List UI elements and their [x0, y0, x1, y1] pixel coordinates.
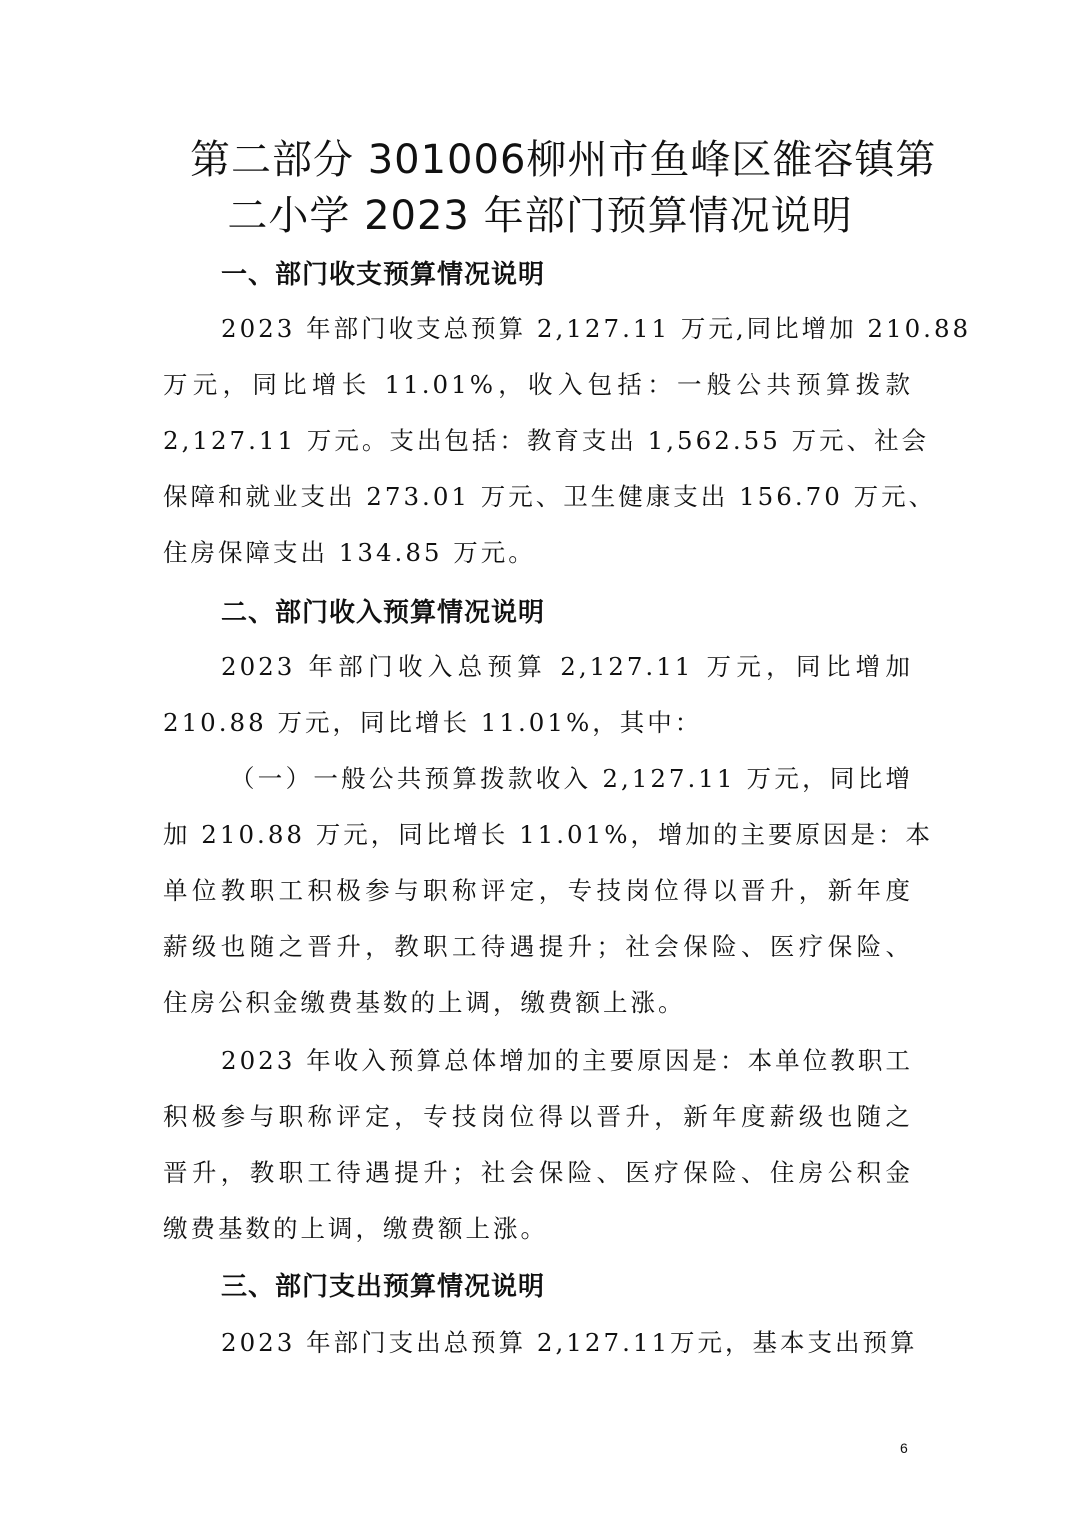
paragraph-line: 2,127.11 万元。支出包括：教育支出 1,562.55 万元、社会: [163, 426, 930, 455]
paragraph-line: 缴费基数的上调，缴费额上涨。: [163, 1214, 548, 1243]
paragraph-line: 2023 年收入预算总体增加的主要原因是：本单位教职工: [221, 1046, 913, 1075]
paragraph-line: 加 210.88 万元，同比增长 11.01%，增加的主要原因是：本: [163, 820, 934, 849]
paragraph-line: 积极参与职称评定，专技岗位得以晋升，新年度薪级也随之: [163, 1102, 913, 1131]
page-number: 6: [900, 1440, 908, 1456]
section-heading-1: 一、部门收支预算情况说明: [221, 260, 546, 290]
document-title-line-2: 二小学 2023 年部门预算情况说明: [227, 193, 853, 239]
paragraph-line: 2023 年部门收入总预算 2,127.11 万元，同比增加: [221, 652, 913, 681]
paragraph-line: 2023 年部门支出总预算 2,127.11万元，基本支出预算: [221, 1328, 918, 1357]
paragraph-line: （一）一般公共预算拨款收入 2,127.11 万元，同比增: [230, 764, 913, 793]
paragraph-line: 住房公积金缴费基数的上调，缴费额上涨。: [163, 988, 686, 1017]
section-heading-3: 三、部门支出预算情况说明: [221, 1272, 546, 1302]
paragraph-line: 保障和就业支出 273.01 万元、卫生健康支出 156.70 万元、: [163, 482, 937, 511]
paragraph-line: 薪级也随之晋升，教职工待遇提升；社会保险、医疗保险、: [163, 932, 913, 961]
paragraph-line: 住房保障支出 134.85 万元。: [163, 538, 536, 567]
paragraph-line: 单位教职工积极参与职称评定，专技岗位得以晋升，新年度: [163, 876, 913, 905]
paragraph-line: 210.88 万元，同比增长 11.01%，其中：: [163, 708, 703, 737]
document-title-line-1: 第二部分 301006柳州市鱼峰区雒容镇第: [190, 137, 937, 183]
paragraph-line: 2023 年部门收支总预算 2,127.11 万元,同比增加 210.88: [221, 314, 972, 343]
section-heading-2: 二、部门收入预算情况说明: [221, 598, 546, 628]
paragraph-line: 晋升，教职工待遇提升；社会保险、医疗保险、住房公积金: [163, 1158, 913, 1187]
paragraph-line: 万元，同比增长 11.01%，收入包括：一般公共预算拨款: [163, 370, 913, 399]
